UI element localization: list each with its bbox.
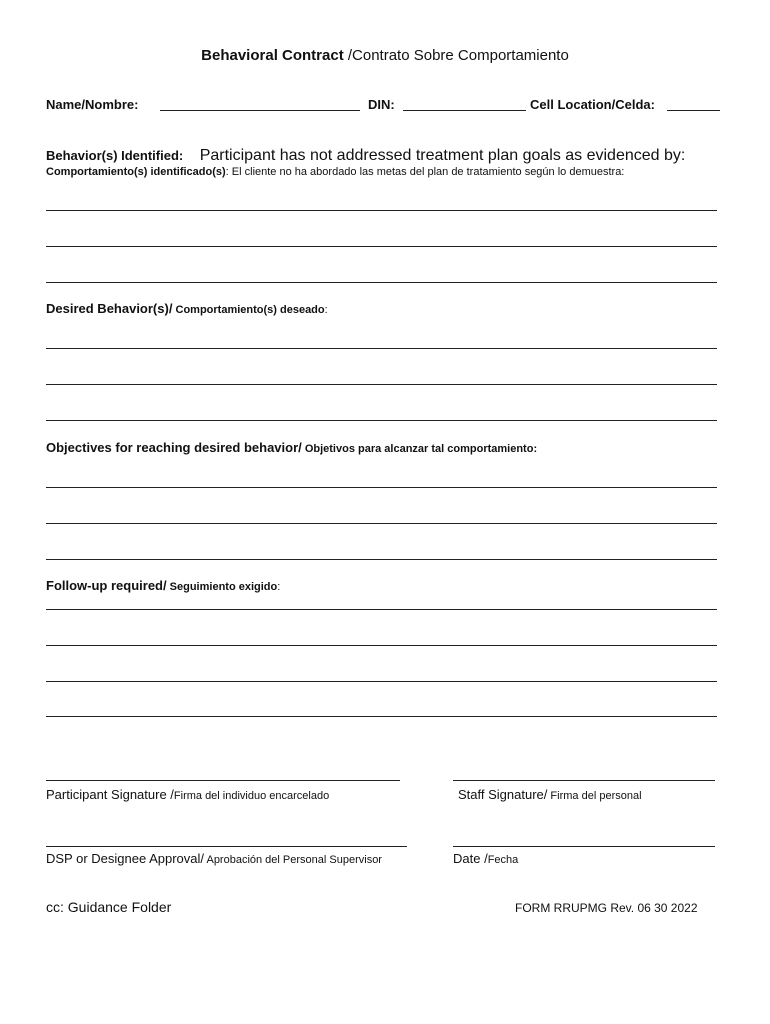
objectives-line-1[interactable]	[46, 487, 717, 488]
participant-signature-label: Participant Signature /	[46, 787, 174, 802]
objectives-line-3[interactable]	[46, 559, 717, 560]
title-spanish: /Contrato Sobre Comportamiento	[343, 47, 569, 64]
followup-label-es: Seguimiento exigido	[166, 581, 278, 593]
followup-heading	[46, 577, 280, 595]
behaviors-line-1[interactable]	[46, 210, 717, 211]
objectives-line-2[interactable]	[46, 523, 717, 524]
name-label: Name/Nombre:	[46, 97, 139, 112]
followup-colon: :	[277, 581, 281, 593]
desired-line-2[interactable]	[46, 384, 717, 385]
date-line[interactable]	[453, 846, 715, 847]
desired-heading	[46, 300, 328, 318]
behaviors-text-es: : El cliente no ha abordado las metas del plan de tratamiento según lo demuestra:	[225, 166, 625, 178]
date-label: Date /	[453, 851, 488, 866]
form-id: FORM RRUPMG Rev. 06 30 2022	[515, 901, 698, 915]
dsp-approval-label-es: Aprobación del Personal Supervisor	[204, 854, 382, 866]
behaviors-text: Participant has not addressed treatment plan goals as evidenced by:	[199, 147, 686, 164]
date-label-es: Fecha	[487, 854, 519, 866]
title-english: Behavioral Contract	[201, 47, 344, 64]
din-label: DIN:	[368, 97, 395, 112]
objectives-label-es: Objetivos para alcanzar tal comportamiento:	[301, 443, 538, 455]
followup-line-1[interactable]	[46, 609, 717, 610]
cell-location-field[interactable]	[667, 97, 720, 111]
desired-line-1[interactable]	[46, 348, 717, 349]
date-caption	[453, 850, 518, 868]
desired-label-es: Comportamiento(s) deseado	[172, 304, 325, 316]
form-title	[0, 47, 770, 64]
staff-signature-caption	[458, 786, 642, 804]
followup-line-4[interactable]	[46, 716, 717, 717]
dsp-approval-line[interactable]	[46, 846, 407, 847]
staff-signature-line[interactable]	[453, 780, 715, 781]
cc-note: cc: Guidance Folder	[46, 899, 172, 915]
desired-label: Desired Behavior(s)/	[46, 301, 173, 316]
behaviors-heading-es	[46, 166, 624, 178]
behaviors-heading	[46, 147, 685, 165]
objectives-heading	[46, 439, 537, 457]
followup-label: Follow-up required/	[46, 578, 167, 593]
dsp-approval-label: DSP or Designee Approval/	[46, 851, 205, 866]
desired-line-3[interactable]	[46, 420, 717, 421]
staff-signature-label-es: Firma del personal	[547, 790, 642, 802]
cell-location-label: Cell Location/Celda:	[530, 97, 655, 112]
followup-line-2[interactable]	[46, 645, 717, 646]
behaviors-label: Behavior(s) Identified:	[46, 148, 184, 163]
din-field[interactable]	[403, 97, 526, 111]
name-field[interactable]	[160, 97, 360, 111]
dsp-approval-caption	[46, 850, 382, 868]
followup-line-3[interactable]	[46, 681, 717, 682]
staff-signature-label: Staff Signature/	[458, 787, 548, 802]
desired-colon: :	[324, 304, 328, 316]
objectives-label: Objectives for reaching desired behavior/	[46, 440, 302, 455]
behaviors-label-es: Comportamiento(s) identificado(s)	[46, 166, 226, 178]
participant-signature-line[interactable]	[46, 780, 400, 781]
behaviors-line-2[interactable]	[46, 246, 717, 247]
behaviors-line-3[interactable]	[46, 282, 717, 283]
participant-signature-label-es: Firma del individuo encarcelado	[173, 790, 330, 802]
participant-signature-caption	[46, 786, 329, 804]
